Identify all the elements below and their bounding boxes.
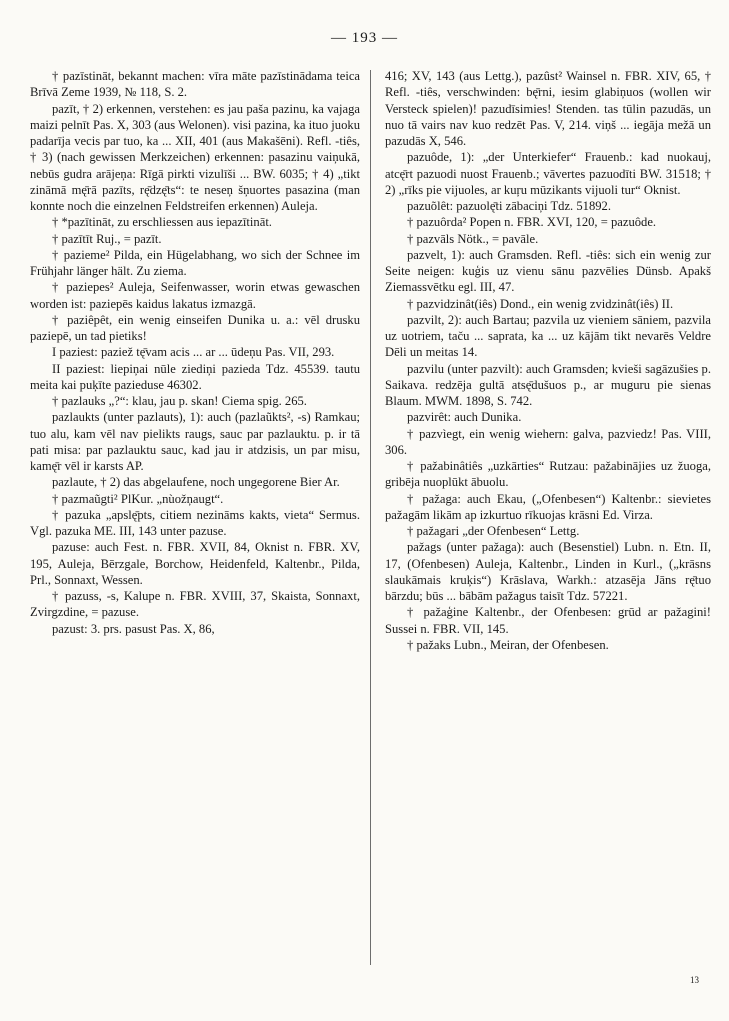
dictionary-entry: pazvirêt: auch Dunika. <box>407 410 522 425</box>
dictionary-entry: † pazuss, -s, Kalupe n. FBR. XVIII, 37, Skaista, Sonnaxt, Zvirgzdine, = pazuse. <box>30 589 360 620</box>
column-divider <box>370 70 371 965</box>
dictionary-entry: pazvilt, 2): auch Bartau; pazvila uz vieniem sāniem, pazvila uz uotriem, taču ... saprata, ka ... uz kājām tikt nevarēs Veldre Dēli un meitas 14. <box>385 312 711 360</box>
dictionary-entry: † paziêpêt, ein wenig einseifen Dunika u. a.: vēl drusku paziepē, un tad pietiks! <box>30 312 360 343</box>
dictionary-entry: pazuôde, 1): „der Unterkiefer“ Frauenb.: kad nuokauj, atcę̄rt pazuodi nuost Frauenb.; vāvertes pazuodīti BW. 31518; † 2) „rīks pie vijuoles, ar kuŗu mūzikants vijuoli tur“ Oknist. <box>385 150 711 197</box>
dictionary-entry: pazust: 3. prs. pasust Pas. X, 86, <box>52 621 215 636</box>
dictionary-entry: pazlaukts (unter pazlauts), 1): auch (pazlaũkts², -s) Ramkau; tuo alu, kam vēl nav pielikts raugs, sauc par pazlauktu. p. ir tā pati misa: par pazlauktu sauc, kad jau ir atdzisis, un par misu, kamę̄r vēl ir karsts AP. <box>30 410 360 473</box>
dictionary-entry: pazvilu (unter pazvilt): auch Gramsden; kvieši sagāzušies p. Saikava. redzēja gultā atsę̄dušuos p., ar muguru pie sienas Blaum. MWM. 1898, S. 742. <box>385 361 711 408</box>
page-number: — 193 — <box>331 30 398 46</box>
dictionary-entry: † pazīstināt, bekannt machen: vīra māte pazīstinādama teica Brīvā Zeme 1939, № 118, S. 2. <box>30 69 360 100</box>
dictionary-entry: † *pazītināt, zu erschliessen aus iepazītināt. <box>52 215 272 230</box>
right-column <box>385 68 711 653</box>
dictionary-entry: pazlaute, † 2) das abgelaufene, noch ungegorene Bier Ar. <box>52 475 340 490</box>
dictionary-entry: † pazvidzinât(iês) Dond., ein wenig zvidzinât(iês) II. <box>407 296 674 311</box>
dictionary-entry: † pazieme² Pilda, ein Hügelabhang, wo sich der Schnee im Frühjahr länger hält. Zu ziema. <box>30 247 360 278</box>
dictionary-entry: I paziest: paziež tę̄vam acis ... ar ... ūdeņu Pas. VII, 293. <box>52 345 335 360</box>
dictionary-entry: II paziest: liepiņai nūle ziediņi pazieda Tdz. 45539. tautu meita kai puķīte pazieduse 46302. <box>30 361 360 392</box>
dictionary-entry: † pažagari „der Ofenbesen“ Lettg. <box>407 524 580 538</box>
dictionary-entry: pazuõlêt: pazuolę̄ti zābaciņi Tdz. 51892. <box>407 199 611 213</box>
dictionary-entry: pazīt, † 2) erkennen, verstehen: es jau paša pazinu, ka vajaga maizi pelnīt Pas. X, 303 (aus Welonen). visi pazina, ka ituo juoku padarīja vecis par tuo, ka ... XII, 401 (aus Makašēni). Refl. -tiês, † 3) (nach gewissen Merkzeichen) erkennen: pasazinu vaiņukā, nebūs gudra arājeņa: Rīgā pirkti vizulīši ... BW. 6035; † 4) „tikt zināmā mę̄rā pazīts, rę̄dzę̄ts“: te neseņ šņuortes pasazina (man konnte noch die einzelnen Feldstreifen erkennen) Auleja. <box>30 101 360 213</box>
dictionary-entry: pazvelt, 1): auch Gramsden. Refl. -tiês: sich ein wenig zur Seite neigen: kuģis uz vienu sānu pazvēlies Dünsb. Apakš Ziemassvētku egl. III, 47. <box>385 247 711 295</box>
dictionary-entry: † pažaks Lubn., Meiran, der Ofenbesen. <box>407 637 609 652</box>
dictionary-entry: † pazuka „apslę̄pts, citiem nezināms kakts, vieta“ Sermus. Vgl. pazuka ME. III, 143 unter pazuse. <box>30 507 360 538</box>
dictionary-entry: † pažabinâtiês „uzkārties“ Rutzau: pažabinājies uz žuoga, gribēja nuoplūkt ābuolu. <box>385 459 711 490</box>
signature-mark: 13 <box>690 975 699 985</box>
left-column <box>30 68 360 637</box>
dictionary-entry: † pazvāls Nötk., = pavāle. <box>407 231 539 246</box>
dictionary-entry: † pazvìegt, ein wenig wiehern: galva, pazviedz! Pas. VIII, 306. <box>385 426 711 457</box>
dictionary-entry: † pažaga: auch Ekau, („Ofenbesen“) Kaltenbr.: sievietes pažagām likām ap izkurtuo rīkuojas krāsni Ed. Virza. <box>385 491 711 522</box>
dictionary-entry: † pazītīt Ruj., = pazīt. <box>52 231 162 246</box>
dictionary-entry: pazuse: auch Fest. n. FBR. XVII, 84, Oknist n. FBR. XV, 195, Auleja, Bērzgale, Borchow, Heidenfeld, Kaltenbr., Pilda, Prl., Sonnaxt, Wessen. <box>30 540 360 587</box>
dictionary-entry: † pazlauks „?“: klau, jau p. skan! Ciema spig. 265. <box>52 394 307 408</box>
dictionary-entry: pažags (unter pažaga): auch (Besenstiel) Lubn. n. Etn. II, 17, (Ofenbesen) Auleja, Kaltenbr., Linden in Kurl., („krāsns slaukāmais kruķis“) Krāslava, Warkh.: atzasēja Jāns rę̄tuo bārzdu; būs ... bābām pažagus taisīt Tdz. 57221. <box>385 540 711 603</box>
dictionary-entry: † pažaģine Kaltenbr., der Ofenbesen: grūd ar pažagini! Sussei n. FBR. VII, 145. <box>385 605 711 636</box>
dictionary-entry: † pazuôrda² Popen n. FBR. XVI, 120, = pazuôde. <box>407 215 657 230</box>
dictionary-entry: 416; XV, 143 (aus Lettg.), pazûst² Wainsel n. FBR. XIV, 65, † Refl. -tiês, verschwinden: bę̄rni, iesim glabiņuos (wollen wir Versteck spielen)! pazudīsimies! Stenden. tas tūlin pazudās, un nuo tā vairs nav kuo redzēt Pas. V, 214. viņš ... iegāja mežā un pazudās X, 546. <box>385 69 711 148</box>
dictionary-entry: † paziepes² Auleja, Seifenwasser, worin etwas gewaschen worden ist: paziepēs kaidus lakatus izmazgā. <box>30 280 360 311</box>
dictionary-entry: † pazmaũgti² PlKur. „nùožņaugt“. <box>52 491 224 506</box>
